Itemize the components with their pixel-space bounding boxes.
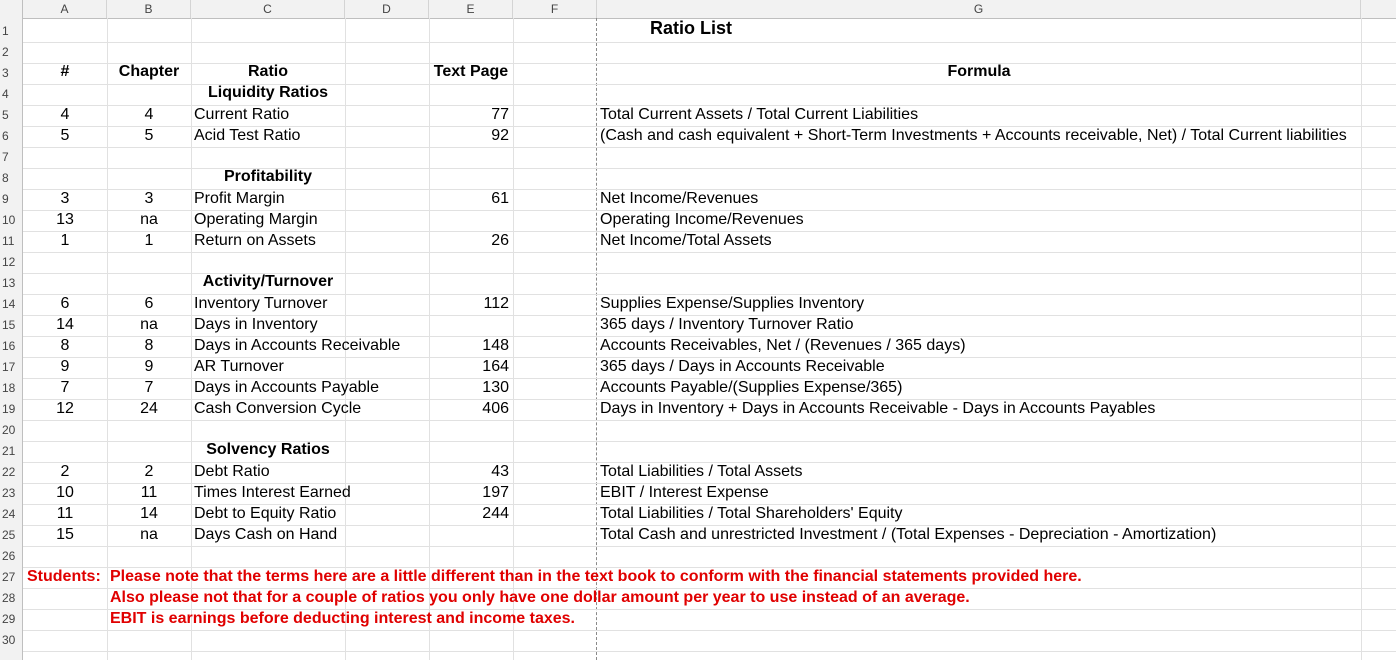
cell-chapter[interactable]: 14 <box>140 505 158 522</box>
gridline <box>23 252 1396 253</box>
cell-text-page[interactable]: 148 <box>482 337 509 354</box>
cell-formula[interactable]: Accounts Receivables, Net / (Revenues / 365 days) <box>600 337 966 354</box>
cell-chapter[interactable]: na <box>140 316 158 333</box>
cell-chapter[interactable]: 7 <box>144 379 154 396</box>
row-header[interactable]: 12 <box>2 255 16 269</box>
row-header[interactable]: 25 <box>2 528 16 542</box>
cell-chapter[interactable]: 8 <box>144 337 154 354</box>
section-liquidity[interactable]: Liquidity Ratios <box>208 84 328 101</box>
note-line-1[interactable]: Please note that the terms here are a little different than in the text book to conform with the financial statements provided here. <box>110 568 1082 585</box>
cell-formula[interactable]: Total Liabilities / Total Shareholders' Equity <box>600 505 903 522</box>
gridline <box>23 147 1396 148</box>
cell-formula[interactable]: Net Income/Revenues <box>600 190 759 207</box>
row-header-bar <box>0 18 23 660</box>
header-formula[interactable]: Formula <box>947 63 1011 80</box>
cell-formula[interactable]: Total Current Assets / Total Current Liabilities <box>600 106 919 123</box>
header-number[interactable]: # <box>60 63 70 80</box>
cell-text-page[interactable]: 43 <box>491 463 509 480</box>
cell-chapter[interactable]: na <box>140 211 158 228</box>
cell-text-page[interactable]: 244 <box>482 505 509 522</box>
cell-formula[interactable]: EBIT / Interest Expense <box>600 484 769 501</box>
cell-formula[interactable]: Total Liabilities / Total Assets <box>600 463 803 480</box>
row-header[interactable]: 27 <box>2 570 16 584</box>
cell-chapter[interactable]: 1 <box>144 232 154 249</box>
gridline <box>23 420 1396 421</box>
row-header[interactable]: 11 <box>2 234 15 248</box>
row-header[interactable]: 15 <box>2 318 16 332</box>
gridline <box>23 651 1396 652</box>
gridline <box>23 630 1396 631</box>
cell-text-page[interactable]: 164 <box>482 358 509 375</box>
cell-number[interactable]: 12 <box>56 400 74 417</box>
row-header[interactable]: 29 <box>2 612 16 626</box>
column-header-a[interactable]: A <box>23 0 107 18</box>
note-line-2[interactable]: Also please not that for a couple of ratios you only have one dollar amount per year to use instead of an average. <box>110 589 970 606</box>
row-header[interactable]: 20 <box>2 423 16 437</box>
cell-ratio-name[interactable]: Days in Accounts Payable <box>194 379 379 396</box>
cell-ratio-name[interactable]: Return on Assets <box>194 232 316 249</box>
cell-ratio-name[interactable]: Cash Conversion Cycle <box>194 400 362 417</box>
cell-chapter[interactable]: 11 <box>140 484 158 501</box>
row-header[interactable]: 7 <box>2 150 9 164</box>
sheet-title[interactable]: Ratio List <box>650 18 733 38</box>
row-header[interactable]: 8 <box>2 171 9 185</box>
header-ratio[interactable]: Ratio <box>248 63 288 80</box>
row-header[interactable]: 6 <box>2 129 9 143</box>
cell-number[interactable]: 6 <box>60 295 70 312</box>
cell-chapter[interactable]: 3 <box>144 190 154 207</box>
cell-text-page[interactable]: 406 <box>482 400 509 417</box>
row-header[interactable]: 10 <box>2 213 16 227</box>
cell-formula[interactable]: (Cash and cash equivalent + Short-Term Investments + Accounts receivable, Net) / Total Current liabilities <box>600 127 1347 144</box>
cell-ratio-name[interactable]: AR Turnover <box>194 358 284 375</box>
cell-number[interactable]: 8 <box>60 337 70 354</box>
cell-chapter[interactable]: 24 <box>140 400 158 417</box>
cell-text-page[interactable]: 77 <box>491 106 509 123</box>
section-profitability[interactable]: Profitability <box>223 168 312 185</box>
cell-text-page[interactable] <box>429 314 509 335</box>
row-header[interactable]: 22 <box>2 465 16 479</box>
row-header[interactable]: 16 <box>2 339 16 353</box>
row-header[interactable]: 5 <box>2 108 9 122</box>
row-header[interactable]: 24 <box>2 507 16 521</box>
cell-chapter[interactable]: 6 <box>144 295 154 312</box>
cell-number[interactable]: 3 <box>60 190 70 207</box>
cell-text-page[interactable] <box>429 524 509 545</box>
row-header[interactable]: 23 <box>2 486 16 500</box>
section-activity[interactable]: Activity/Turnover <box>202 273 334 290</box>
gridline <box>513 18 514 660</box>
cell-formula[interactable]: Days in Inventory + Days in Accounts Receivable - Days in Accounts Payables <box>600 400 1156 417</box>
cell-text-page[interactable]: 130 <box>482 379 509 396</box>
page-break-line <box>596 18 597 660</box>
cell-text-page[interactable]: 92 <box>491 127 509 144</box>
row-header[interactable]: 13 <box>2 276 16 290</box>
cell-text-page[interactable]: 26 <box>491 232 509 249</box>
row-header[interactable]: 19 <box>2 402 16 416</box>
row-header[interactable]: 26 <box>2 549 16 563</box>
cell-number[interactable]: 4 <box>60 106 70 123</box>
cell-formula[interactable]: Accounts Payable/(Supplies Expense/365) <box>600 379 903 396</box>
column-header-b[interactable]: B <box>107 0 191 18</box>
cell-chapter[interactable]: 4 <box>144 106 154 123</box>
gridline <box>1361 18 1362 660</box>
cell-chapter[interactable]: 9 <box>144 358 154 375</box>
cell-ratio-name[interactable]: Times Interest Earned <box>194 484 351 501</box>
row-header[interactable]: 30 <box>2 633 16 647</box>
cell-number[interactable]: 11 <box>56 505 74 522</box>
cell-number[interactable]: 2 <box>60 463 70 480</box>
row-header[interactable]: 9 <box>2 192 9 206</box>
column-header-f[interactable]: F <box>513 0 597 18</box>
cell-number[interactable]: 1 <box>60 232 70 249</box>
cell-chapter[interactable]: 5 <box>144 127 154 144</box>
cell-ratio-name[interactable]: Days in Inventory <box>194 316 318 333</box>
notes-label[interactable]: Students: <box>27 568 101 585</box>
row-header[interactable]: 17 <box>2 360 16 374</box>
cell-ratio-name[interactable]: Days Cash on Hand <box>194 526 338 543</box>
gridline <box>23 546 1396 547</box>
cell-text-page[interactable]: 61 <box>491 190 509 207</box>
row-header[interactable]: 1 <box>2 24 9 38</box>
column-header-e[interactable]: E <box>429 0 513 18</box>
cell-ratio-name[interactable]: Debt Ratio <box>194 463 270 480</box>
cell-ratio-name[interactable]: Days in Accounts Receivable <box>194 337 401 354</box>
cell-chapter[interactable]: na <box>140 526 158 543</box>
gridline <box>23 42 1396 43</box>
cell-formula[interactable]: 365 days / Inventory Turnover Ratio <box>600 316 854 333</box>
cell-number[interactable]: 13 <box>56 211 74 228</box>
select-all-corner[interactable] <box>0 0 23 18</box>
cell-number[interactable]: 14 <box>56 316 74 333</box>
note-line-3[interactable]: EBIT is earnings before deducting interest and income taxes. <box>110 610 575 627</box>
cell-chapter[interactable]: 2 <box>144 463 154 480</box>
cell-ratio-name[interactable]: Profit Margin <box>194 190 285 207</box>
cell-formula[interactable]: Supplies Expense/Supplies Inventory <box>600 295 865 312</box>
row-header[interactable]: 18 <box>2 381 16 395</box>
column-header-d[interactable]: D <box>345 0 429 18</box>
cell-number[interactable]: 7 <box>60 379 70 396</box>
row-header[interactable]: 3 <box>2 66 9 80</box>
cell-ratio-name[interactable]: Debt to Equity Ratio <box>194 505 337 522</box>
cell-ratio-name[interactable]: Current Ratio <box>194 106 290 123</box>
cell-formula[interactable]: Net Income/Total Assets <box>600 232 772 249</box>
cell-number[interactable]: 9 <box>60 358 70 375</box>
header-text-page[interactable]: Text Page <box>433 63 509 80</box>
cell-text-page[interactable]: 112 <box>483 295 509 312</box>
cell-number[interactable]: 5 <box>60 127 70 144</box>
cell-formula[interactable]: 365 days / Days in Accounts Receivable <box>600 358 885 375</box>
row-header[interactable]: 2 <box>2 45 9 59</box>
gridline <box>191 18 192 660</box>
cell-ratio-name[interactable]: Inventory Turnover <box>194 295 328 312</box>
row-header[interactable]: 28 <box>2 591 16 605</box>
cell-formula[interactable]: Total Cash and unrestricted Investment / (Total Expenses - Depreciation - Amortization) <box>600 526 1217 543</box>
section-solvency[interactable]: Solvency Ratios <box>206 441 330 458</box>
row-header[interactable]: 14 <box>2 297 16 311</box>
cell-number[interactable]: 15 <box>56 526 74 543</box>
row-header[interactable]: 4 <box>2 87 9 101</box>
column-header-c[interactable]: C <box>191 0 345 18</box>
cell-text-page[interactable]: 197 <box>482 484 509 501</box>
cell-formula[interactable]: Operating Income/Revenues <box>600 211 804 228</box>
cell-text-page[interactable] <box>429 209 509 230</box>
column-header-bar <box>0 0 1396 19</box>
row-header[interactable]: 21 <box>2 444 16 458</box>
header-chapter[interactable]: Chapter <box>118 63 180 80</box>
column-header-g[interactable]: G <box>597 0 1361 18</box>
cell-ratio-name[interactable]: Acid Test Ratio <box>194 127 301 144</box>
cell-ratio-name[interactable]: Operating Margin <box>194 211 318 228</box>
cell-number[interactable]: 10 <box>56 484 74 501</box>
